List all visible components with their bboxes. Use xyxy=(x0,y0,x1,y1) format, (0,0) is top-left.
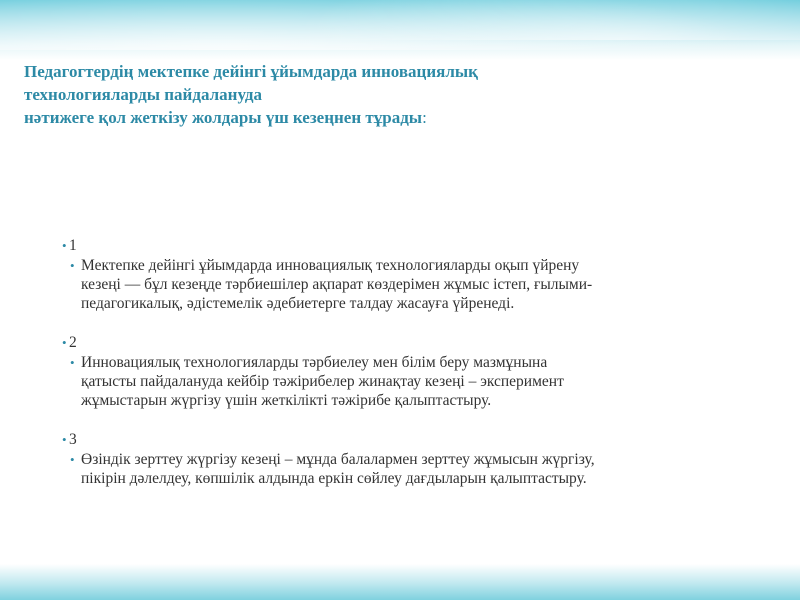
stage-3 xyxy=(62,430,772,488)
stage-number: 2 xyxy=(69,334,77,351)
stage-description xyxy=(70,450,772,488)
stage-number-row xyxy=(62,236,772,255)
title-line-2: технологияларды пайдаланудa xyxy=(24,85,262,104)
stage-line: Мектепке дейінгі ұйымдарда инновациялық технологияларды оқып үйрену xyxy=(81,257,580,274)
stage-line: кезеңі — бұл кезеңде тәрбиешілер ақпарат көздерімен жұмыс істеп, ғылыми- xyxy=(81,276,593,293)
title-line-3-text: нәтижеге қол жеткізу жолдары үш кезеңнен тұрады xyxy=(24,108,423,127)
title-line-1: Педагогтердің мектепке дейінгі ұйымдарда инновациялық xyxy=(24,62,478,81)
stage-line: Инновациялық технологияларды тәрбиелеу мен білім беру мазмұнына xyxy=(81,354,548,371)
stage-description-text xyxy=(81,450,772,488)
stage-description xyxy=(70,256,772,313)
bottom-decorative-band xyxy=(0,564,800,600)
stages-list xyxy=(62,236,772,508)
stage-line: Өзіндік зерттеу жүргізу кезеңі – мұнда балалармен зерттеу жұмысын жүргізу, xyxy=(81,451,595,468)
title-colon: : xyxy=(422,108,427,127)
title-line-3 xyxy=(24,106,744,129)
stage-2 xyxy=(62,333,772,410)
stage-description-text xyxy=(81,256,772,313)
bullet-icon: • xyxy=(70,258,75,273)
bullet-icon: • xyxy=(62,432,67,447)
stage-number: 3 xyxy=(69,431,77,448)
stage-number-row xyxy=(62,333,772,352)
stage-line: жұмыстарын жүргізу үшін жеткілікті тәжірибе қалыптастыру. xyxy=(81,392,492,409)
stage-description-text xyxy=(81,353,772,410)
stage-description xyxy=(70,353,772,410)
slide-title xyxy=(24,60,744,129)
bullet-icon: • xyxy=(70,452,75,467)
bullet-icon: • xyxy=(62,238,67,253)
stage-line: педагогикалық, әдістемелік әдебиетерге талдау жасауға үйренеді. xyxy=(81,295,515,312)
bullet-icon: • xyxy=(70,355,75,370)
bullet-icon: • xyxy=(62,335,67,350)
stage-number-row xyxy=(62,430,772,449)
stage-number: 1 xyxy=(69,237,77,254)
stage-1 xyxy=(62,236,772,313)
top-decorative-band xyxy=(0,0,800,60)
stage-line: пікірін дәлелдеу, көпшілік алдында еркін сөйлеу дағдыларын қалыптастыру. xyxy=(81,470,587,487)
stage-line: қатысты пайдалануда кейбір тәжірибелер жинақтау кезеңі – эксперимент xyxy=(81,373,564,390)
